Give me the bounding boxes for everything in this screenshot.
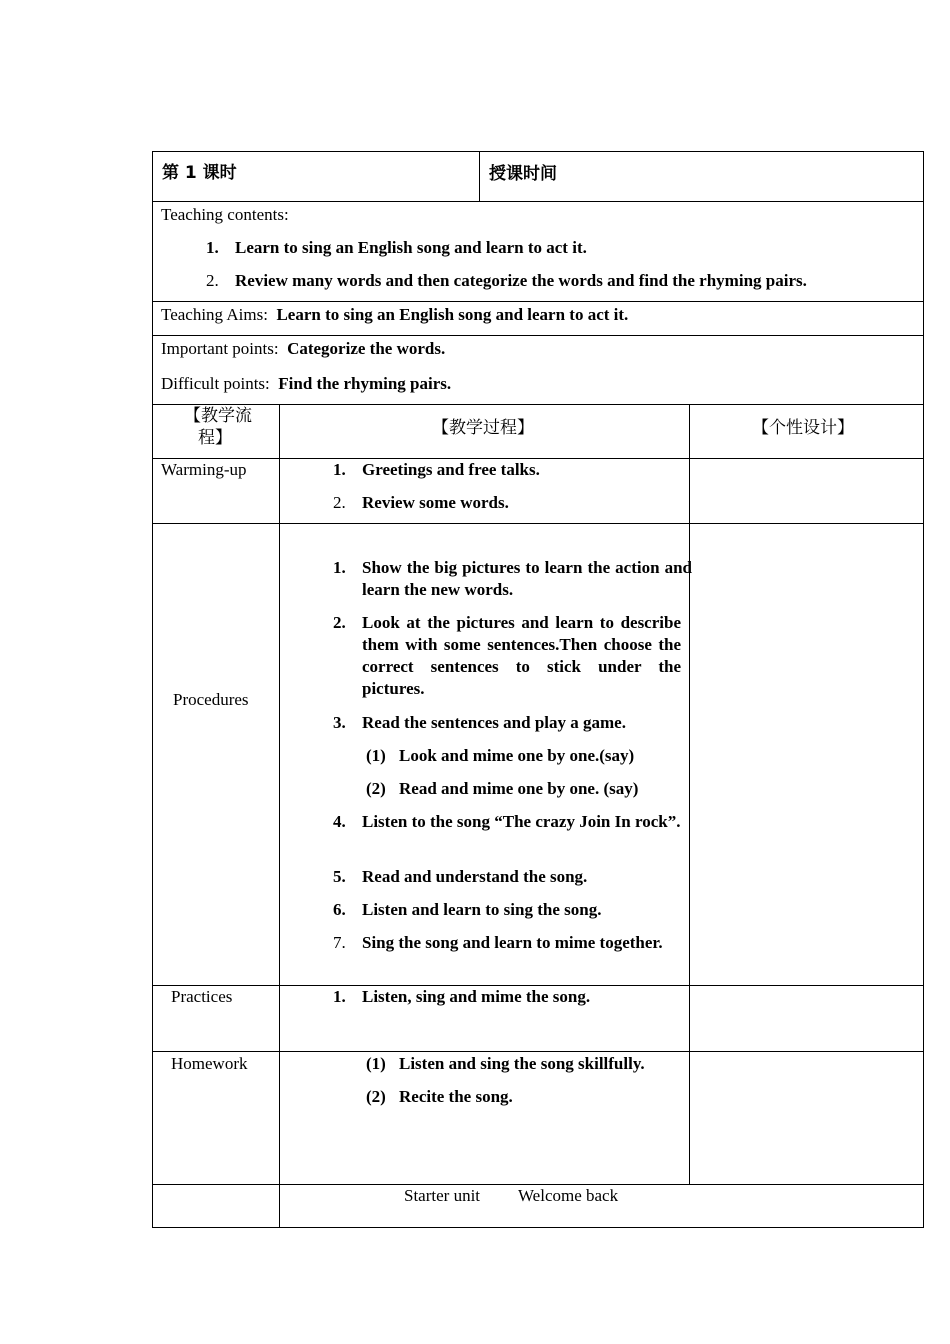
teaching-aims-value: Learn to sing an English song and learn to act it. [276,305,629,324]
column-divider-1 [279,404,280,1228]
important-points-label: Important points: [161,339,279,358]
header-divider [479,151,480,202]
process-flow-header-line2: 程】 [198,428,232,448]
row-divider [152,523,924,524]
practices-label: Practices [171,987,233,1006]
homework-label: Homework [171,1054,248,1073]
row-divider [152,404,924,405]
teaching-aims [161,304,628,326]
process-flow-header: 【教学流 [184,406,252,426]
footer-unit: Starter unit [404,1186,481,1205]
row-divider [152,1051,924,1052]
personal-design-header: 【个性设计】 [752,418,854,438]
lesson-number-label: 第 1 课时 [162,163,237,183]
warming-up-label: Warming-up [161,460,247,479]
class-time-label: 授课时间 [489,164,557,184]
table-border-bottom [152,1227,924,1228]
difficult-points-label: Difficult points: [161,374,270,393]
table-border-right [923,151,924,1228]
row-divider [152,301,924,302]
difficult-points-value: Find the rhyming pairs. [278,374,452,393]
teaching-process-header: 【教学过程】 [432,418,534,438]
table-border-top [152,151,924,152]
row-divider [152,201,924,202]
footer-title: Welcome back [518,1186,619,1205]
important-points-value: Categorize the words. [287,339,446,358]
teaching-aims-label: Teaching Aims: [161,305,268,324]
lesson-plan-table: 第 1 课时 授课时间 Teaching contents: 1. Learn to sing an English song and learn to act it. 2. Review many words and then categorize the words and find the rhyming pairs. Teaching Aims: Learn to sing an English song and learn to act it. Important points: Categorize the words. Difficult points: Find the rhyming pairs. 【教学流 程】 【教学过程】 【个性设计】 Warming-up 1. Greetings and free talks. 2. Review some words. Procedures 1. Show the big pictures to learn the action and learn the new words. 2. Look at the pictures and learn to describe them with some sentences.Then choose the correct sentences to stick under the pictures. 3. Read the sentences and play a game. (1) Look and mime one by one.(say) (2) Read and mime one by one. (say) 4. Listen to the song “The crazy Join In rock”. 5. Read and understand the song. 6. Listen and learn to sing the song. 7. Sing the song and learn to mime together. Practices 1. Listen, sing and mime the song. Homework (1) Listen and sing the song skillfully. (2) Recite the song. Starter unit Welcome back [152,151,924,1228]
procedures-label: Procedures [173,690,249,709]
teaching-contents-label: Teaching contents: [161,205,289,224]
column-divider-2 [689,404,690,1185]
difficult-points [161,373,451,395]
important-points [161,338,445,360]
table-border-left [152,151,153,1228]
row-divider [152,335,924,336]
